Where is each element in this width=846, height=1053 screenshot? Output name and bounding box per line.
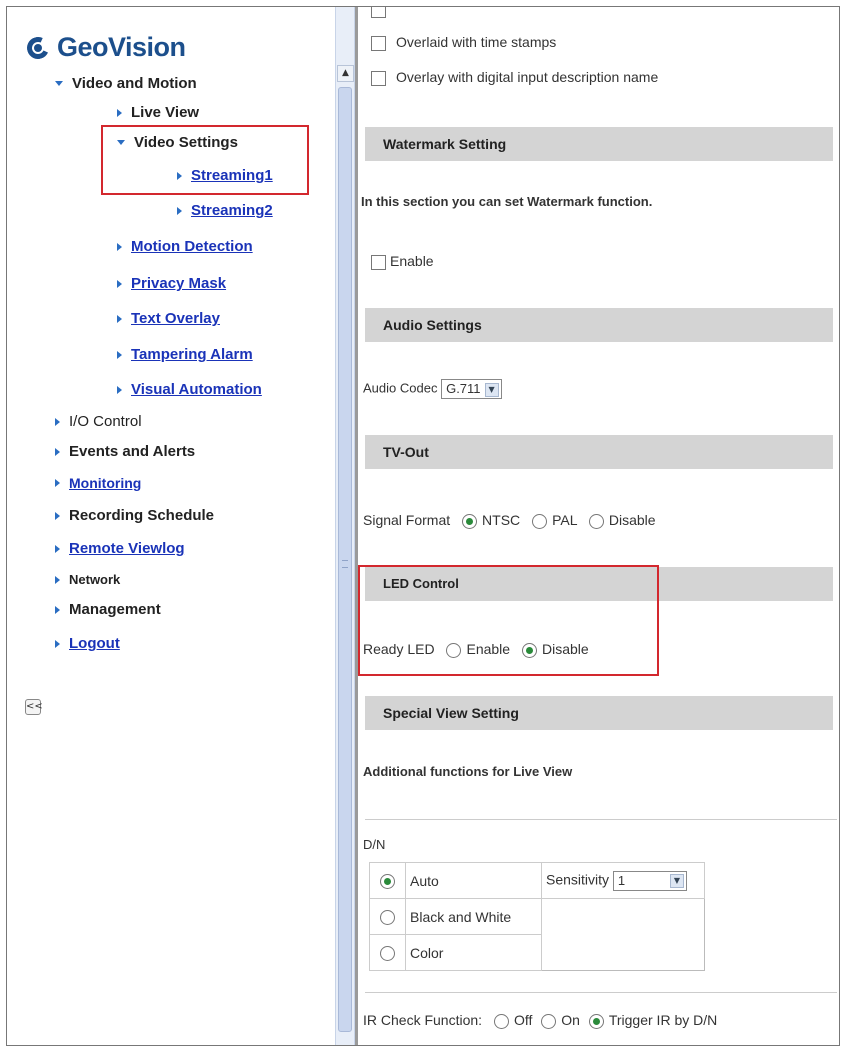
disable-radio[interactable] xyxy=(589,514,604,529)
nav-tampering-alarm[interactable]: Tampering Alarm xyxy=(117,346,253,363)
ready-led-row: Ready LED Enable Disable xyxy=(363,641,589,657)
expanded-bullet-icon xyxy=(55,81,63,86)
table-row xyxy=(370,899,705,935)
ir-on-radio[interactable] xyxy=(541,1014,556,1029)
overlay-time-stamps-checkbox[interactable] xyxy=(371,36,386,51)
section-divider xyxy=(365,992,837,993)
audio-codec-row: Audio Codec G.711 ▼ xyxy=(363,379,502,399)
overlay-partial-row xyxy=(371,6,396,18)
brand-name: GeoVision xyxy=(57,31,186,62)
bullet-icon xyxy=(55,448,60,456)
collapse-sidebar-button[interactable]: << xyxy=(25,699,41,715)
overlay-partial-checkbox[interactable] xyxy=(371,6,386,18)
nav-streaming2[interactable]: Streaming2 xyxy=(177,202,273,219)
nav-visual-automation[interactable]: Visual Automation xyxy=(117,381,262,398)
audio-section-header: Audio Settings xyxy=(365,308,833,342)
table-row xyxy=(370,863,705,899)
highlight-box-video-settings xyxy=(101,125,309,195)
nav-management[interactable]: Management xyxy=(55,601,161,618)
bullet-icon xyxy=(117,351,122,359)
bullet-icon xyxy=(55,418,60,426)
tvout-section-header: TV-Out xyxy=(365,435,833,469)
sensitivity-cell: Sensitivity 1 ▼ xyxy=(542,863,705,899)
chevron-down-icon: ▼ xyxy=(670,874,684,888)
dn-auto-label: Auto xyxy=(406,863,542,899)
bullet-icon xyxy=(117,109,122,117)
dn-bw-radio-cell xyxy=(370,899,406,935)
led-section-header: LED Control xyxy=(365,567,833,601)
dn-label: D/N xyxy=(363,837,386,852)
audio-codec-select[interactable]: G.711 ▼ xyxy=(441,379,501,399)
overlay-digital-input-checkbox[interactable] xyxy=(371,71,386,86)
nav-events-and-alerts[interactable]: Events and Alerts xyxy=(55,443,195,460)
scroll-grip-icon xyxy=(342,560,348,568)
watermark-section-header: Watermark Setting xyxy=(365,127,833,161)
nav-text-overlay[interactable]: Text Overlay xyxy=(117,310,220,327)
geovision-logo xyxy=(25,27,186,67)
dn-bw-radio[interactable] xyxy=(380,910,395,925)
bullet-icon xyxy=(117,243,122,251)
nav-streaming1[interactable]: Streaming1 xyxy=(177,167,273,184)
ir-off-radio[interactable] xyxy=(494,1014,509,1029)
ntsc-radio[interactable] xyxy=(462,514,477,529)
dn-color-radio-cell xyxy=(370,935,406,971)
sidebar-scrollbar[interactable] xyxy=(335,7,355,1046)
geovision-logo-icon xyxy=(25,33,53,61)
nav-remote-viewlog[interactable]: Remote Viewlog xyxy=(55,540,185,557)
bullet-icon xyxy=(55,545,60,553)
bullet-icon xyxy=(55,640,60,648)
section-divider xyxy=(365,819,837,820)
bullet-icon xyxy=(55,512,60,520)
nav-logout[interactable]: Logout xyxy=(55,635,120,652)
dn-bw-label: Black and White xyxy=(406,899,542,935)
app-frame xyxy=(6,6,840,1046)
watermark-enable-option[interactable]: Enable xyxy=(371,253,434,270)
ir-trigger-radio[interactable] xyxy=(589,1014,604,1029)
bullet-icon xyxy=(55,576,60,584)
dn-color-radio[interactable] xyxy=(380,946,395,961)
bullet-icon xyxy=(177,207,182,215)
bullet-icon xyxy=(117,315,122,323)
special-view-description: Additional functions for Live View xyxy=(363,764,573,779)
nav-video-settings[interactable]: Video Settings xyxy=(117,134,238,151)
dn-auto-radio[interactable] xyxy=(380,874,395,889)
nav-video-and-motion[interactable]: Video and Motion xyxy=(55,75,197,92)
nav-motion-detection[interactable]: Motion Detection xyxy=(117,238,253,255)
ir-check-row: IR Check Function: Off On Trigger IR by D/N xyxy=(363,1012,718,1028)
overlay-digital-input-option[interactable]: Overlay with digital input description name xyxy=(371,69,658,86)
nav-network[interactable]: Network xyxy=(55,572,120,587)
bullet-icon xyxy=(55,479,60,487)
nav-privacy-mask[interactable]: Privacy Mask xyxy=(117,275,226,292)
panel-divider xyxy=(355,7,358,1046)
highlight-box-led-control xyxy=(358,565,659,676)
pal-radio[interactable] xyxy=(532,514,547,529)
bullet-icon xyxy=(117,386,122,394)
overlay-time-stamps-option[interactable]: Overlaid with time stamps xyxy=(371,34,556,51)
watermark-enable-checkbox[interactable] xyxy=(371,255,386,270)
nav-live-view[interactable]: Live View xyxy=(117,104,199,121)
table-row xyxy=(370,935,705,971)
bullet-icon xyxy=(55,606,60,614)
dn-color-label: Color xyxy=(406,935,542,971)
chevron-down-icon: ▼ xyxy=(485,383,499,397)
bullet-icon xyxy=(117,280,122,288)
sensitivity-select[interactable]: 1 ▼ xyxy=(613,871,687,891)
nav-monitoring[interactable]: Monitoring xyxy=(55,475,141,491)
special-view-section-header: Special View Setting xyxy=(365,696,833,730)
dn-table xyxy=(369,862,705,971)
signal-format-row: Signal Format NTSC PAL Disable xyxy=(363,512,656,528)
scroll-thumb[interactable] xyxy=(338,87,352,1032)
nav-io-control[interactable]: I/O Control xyxy=(55,413,142,430)
scroll-up-icon[interactable]: ▲ xyxy=(337,65,354,82)
nav-recording-schedule[interactable]: Recording Schedule xyxy=(55,507,214,524)
watermark-description: In this section you can set Watermark function. xyxy=(361,194,653,209)
dn-auto-radio-cell xyxy=(370,863,406,899)
